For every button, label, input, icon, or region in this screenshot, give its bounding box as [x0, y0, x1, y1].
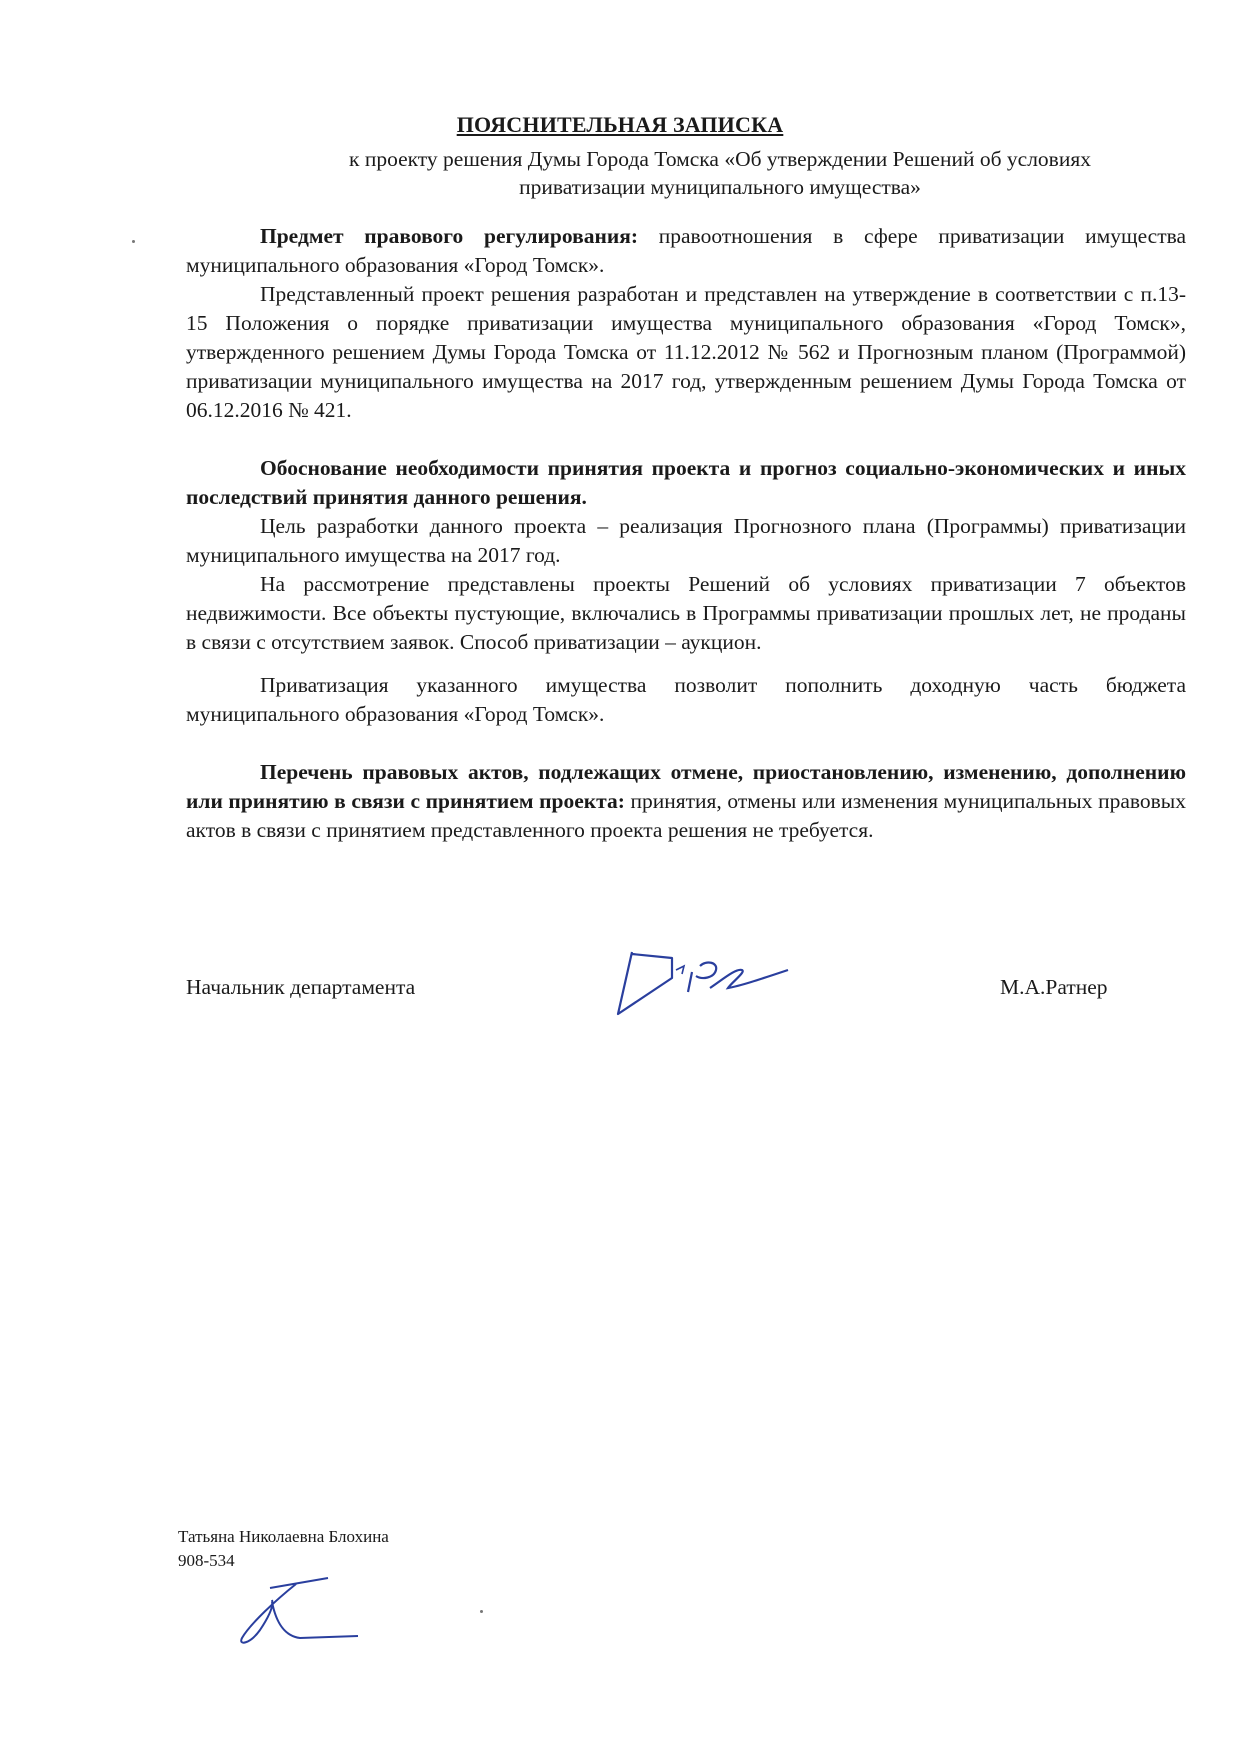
subtitle-line-2: приватизации муниципального имущества» [519, 175, 921, 199]
executor-initial-signature [230, 1570, 370, 1650]
document-body [186, 222, 1186, 845]
justification-heading: Обоснование необходимости принятия проекта и прогноз социально-экономических и иных последствий принятия данного решения. [186, 456, 1186, 509]
effect-paragraph: Приватизация указанного имущества позволит пополнить доходную часть бюджета муниципального образования «Город Томск». [186, 673, 1186, 726]
executor-phone: 908-534 [178, 1551, 235, 1570]
subject-text: правоотношения в сфере приватизации имущества муниципального образования «Город Томск». [186, 224, 1187, 277]
basis-paragraph: Представленный проект решения разработан и представлен на утверждение в соответствии с п.13-15 Положения о порядке приватизации имущества муниципального образования «Город Томск», утвержденного решением Думы Города Томска от 11.12.2012 № 562 и Прогнозным планом (Программой) приватизации муниципального имущества на 2017 год, утвержденным решением Думы Города Томска от 06.12.2016 № 421. [186, 282, 1186, 422]
executor-name: Татьяна Николаевна Блохина [178, 1527, 389, 1546]
signatory-name: М.А.Ратнер [1000, 975, 1108, 999]
subject-paragraph [186, 222, 1186, 280]
executor-block [178, 1525, 389, 1573]
document-title: ПОЯСНИТЕЛЬНАЯ ЗАПИСКА [456, 112, 784, 137]
subject-heading: Предмет правового регулирования: [260, 224, 639, 248]
acts-heading: Перечень правовых актов, подлежащих отмене, приостановлению, изменению, дополнению или принятию в связи с принятием проекта: [186, 760, 1186, 813]
scan-speck [132, 240, 135, 243]
subtitle-line-1: к проекту решения Думы Города Томска «Об утверждении Решений об условиях [349, 147, 1091, 171]
signatory-position: Начальник департамента [186, 975, 416, 999]
document-subtitle [270, 145, 1170, 201]
handwritten-signature [610, 930, 810, 1030]
goal-paragraph: Цель разработки данного проекта – реализация Прогнозного плана (Программы) приватизации муниципального имущества на 2017 год. [186, 514, 1186, 567]
objects-paragraph: На рассмотрение представлены проекты Решений об условиях приватизации 7 объектов недвижимости. Все объекты пустующие, включались в Программы приватизации прошлых лет, не проданы в связи с отсутствием заявок. Способ приватизации – аукцион. [186, 572, 1186, 654]
acts-paragraph [186, 758, 1186, 845]
acts-text: принятия, отмены или изменения муниципальных правовых актов в связи с принятием представленного проекта решения не требуется. [186, 789, 1186, 842]
scan-speck [480, 1610, 483, 1613]
